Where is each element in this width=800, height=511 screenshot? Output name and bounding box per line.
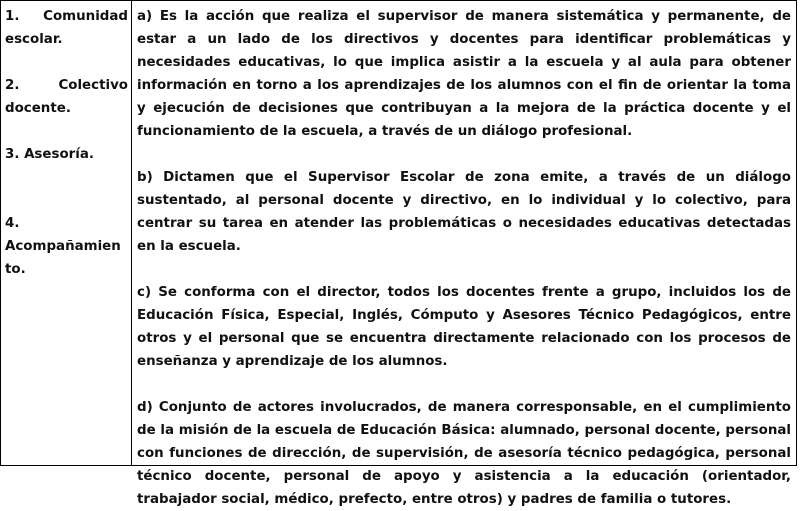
definition-a: a) Es la acción que realiza el supervisor de manera sistemática y permanente, de estar a un lado de los directivos y docentes para identificar problemáticas y necesidades educativas, lo que implica asistir a la escuela y al aula para obtener información en torno a los aprendizajes de los alumnos con el fin de orientar la toma y ejecución de decisiones que contribuyan a la mejora de la práctica docente y el funcionamiento de la escuela, a través de un diálogo profesional.: [137, 9, 791, 139]
term-line: docente.: [5, 101, 71, 116]
term-line: 2. Colectivo: [5, 78, 128, 93]
definition-c: c) Se conforma con el director, todos los docentes frente a grupo, incluidos los de Educación Física, Especial, Inglés, Cómputo y Asesores Técnico Pedagógicos, entre otros y el personal que se encuentra directamente relacionado con los procesos de enseñanza y aprendizaje de los alumnos.: [137, 285, 791, 369]
terms-column: [1, 1, 132, 465]
term-line: 1. Comunidad: [5, 9, 128, 24]
term-comunidad-escolar: [5, 5, 128, 51]
term-asesoria: [5, 143, 128, 166]
term-line: to.: [5, 262, 26, 277]
definition-b: b) Dictamen que el Supervisor Escolar de zona emite, a través de un diálogo sustentado, al personal docente y directivo, en lo individual y lo colectivo, para centrar su tarea en atender las problemáticas o necesidades educativas detectadas en la escuela.: [137, 170, 791, 254]
term-line: Acompañamien: [5, 239, 121, 254]
term-acompanamiento: [5, 212, 128, 281]
term-line: 4.: [5, 216, 20, 231]
term-line: escolar.: [5, 32, 63, 47]
term-line: 3. Asesoría.: [5, 147, 94, 162]
definitions-column: [132, 1, 796, 507]
term-colectivo-docente: [5, 74, 128, 120]
definition-d: d) Conjunto de actores involucrados, de manera corresponsable, en el cumplimiento de la misión de la escuela de Educación Básica: alumnado, personal docente, personal con funciones de dirección, de supervisión, de asesoría técnico pedagógica, personal técnico docente, personal de apoyo y asistencia a la educación (orientador, trabajador social, médico, prefecto, entre otros) y padres de familia o tutores.: [137, 400, 791, 507]
